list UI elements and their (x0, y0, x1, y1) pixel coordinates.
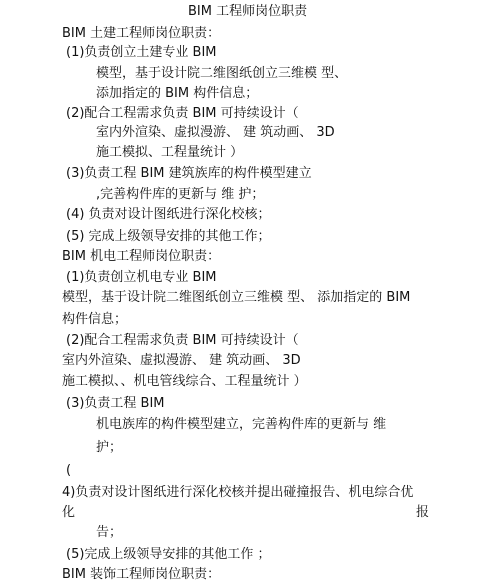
text-line: (2)配合工程需求负责 BIM 可持续设计（ (66, 333, 299, 348)
text-line: (2)配合工程需求负责 BIM 可持续设计（ (66, 106, 299, 121)
section-heading-decoration: BIM 装饰工程师岗位职责： (62, 567, 221, 582)
text-line: 机电族库的构件模型建立，完善构件库的更新与 维 (96, 417, 387, 432)
text-line: (3)负责工程 BIM (66, 396, 165, 411)
text-line: 4)负责对设计图纸进行深化校核并提出碰撞报告、机电综合优 (62, 485, 414, 500)
text-line: 护； (96, 440, 123, 455)
text-line: (5) 完成上级领导安排的其他工作； (66, 229, 271, 244)
text-line: 报 (416, 505, 430, 520)
text-line: ( (66, 463, 72, 478)
text-line: 化 (62, 505, 76, 520)
text-line: 告； (96, 525, 123, 540)
text-line: 构件信息； (62, 312, 128, 327)
section-heading-mep: BIM 机电工程师岗位职责： (62, 249, 221, 264)
text-line: (5)完成上级领导安排的其他工作 ； (66, 547, 271, 562)
text-line: (1)负责创立机电专业 BIM (66, 270, 217, 285)
document-title: BIM 工程师岗位职责 (188, 4, 308, 19)
text-line: (1)负责创立土建专业 BIM (66, 45, 217, 60)
text-line: 施工模拟、、机电管线综合、工程量统计 ） (62, 374, 307, 389)
text-line: ,完善构件库的更新与 维 护； (96, 187, 265, 202)
text-line: (3)负责工程 BIM 建筑族库的构件模型建立 (66, 166, 312, 181)
text-line: 添加指定的 BIM 构件信息； (96, 86, 259, 101)
text-line: 施工模拟、工程量统计 ） (96, 145, 244, 160)
section-heading-civil: BIM 土建工程师岗位职责： (62, 26, 221, 41)
text-line: 模型，基于设计院二维图纸创立三维模 型、 (96, 66, 348, 81)
text-line: (4) 负责对设计图纸进行深化校核； (66, 207, 271, 222)
text-line: 室内外渲染、虚拟漫游、 建 筑动画、 3D (96, 125, 335, 140)
text-line: 模型，基于设计院二维图纸创立三维模 型、 添加指定的 BIM (62, 290, 411, 305)
text-line: 室内外渲染、虚拟漫游、 建 筑动画、 3D (62, 353, 301, 368)
